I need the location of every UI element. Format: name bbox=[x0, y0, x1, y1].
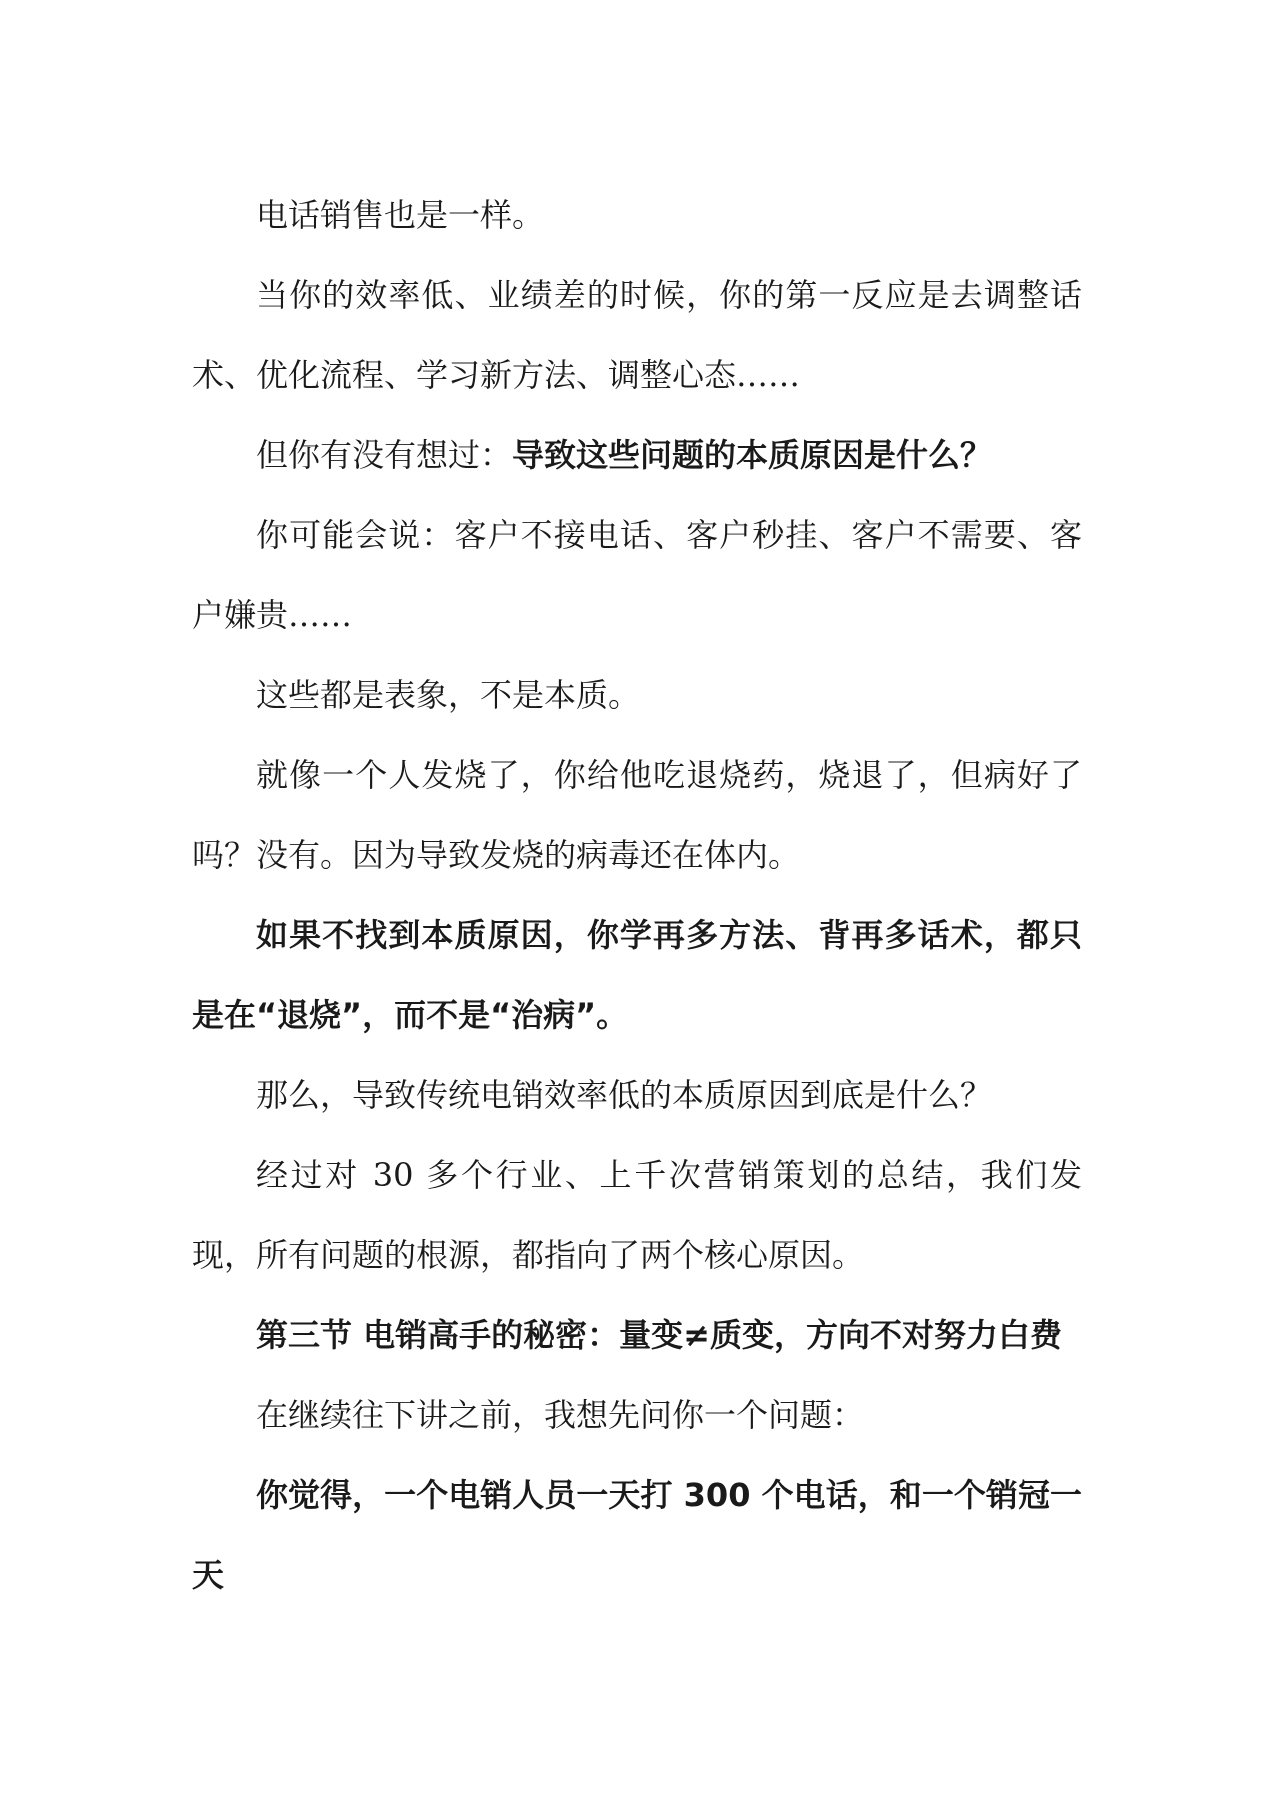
paragraph-7 bbox=[192, 895, 1082, 1055]
paragraph-9 bbox=[192, 1135, 1082, 1295]
paragraph-10 bbox=[192, 1375, 1082, 1455]
paragraph-11 bbox=[192, 1455, 1082, 1615]
paragraph-8-text: 那么，导致传统电销效率低的本质原因到底是什么？ bbox=[256, 1076, 993, 1114]
paragraph-7-bold-text: 如果不找到本质原因，你学再多方法、背再多话术，都只是在“退烧”，而不是“治病”。 bbox=[192, 916, 1082, 1034]
paragraph-1 bbox=[192, 175, 1082, 255]
paragraph-6-text: 就像一个人发烧了，你给他吃退烧药，烧退了，但病好了吗？没有。因为导致发烧的病毒还在体内。 bbox=[192, 756, 1082, 874]
paragraph-4-text: 你可能会说：客户不接电话、客户秒挂、客户不需要、客户嫌贵…… bbox=[192, 516, 1082, 634]
paragraph-2-text: 当你的效率低、业绩差的时候，你的第一反应是去调整话术、优化流程、学习新方法、调整心态…… bbox=[192, 276, 1082, 394]
paragraph-2 bbox=[192, 255, 1082, 415]
paragraph-6 bbox=[192, 735, 1082, 895]
paragraph-3 bbox=[192, 415, 1082, 495]
paragraph-3-bold-text: 导致这些问题的本质原因是什么？ bbox=[512, 436, 993, 474]
paragraph-11-bold-text: 你觉得，一个电销人员一天打 300 个电话，和一个销冠一天 bbox=[192, 1476, 1082, 1594]
paragraph-5 bbox=[192, 655, 1082, 735]
paragraph-9-text: 经过对 30 多个行业、上千次营销策划的总结，我们发现，所有问题的根源，都指向了两个核心原因。 bbox=[192, 1156, 1082, 1274]
document-page bbox=[192, 175, 1082, 1615]
paragraph-1-text: 电话销售也是一样。 bbox=[256, 196, 545, 234]
paragraph-10-text: 在继续往下讲之前，我想先问你一个问题： bbox=[256, 1396, 865, 1434]
paragraph-5-text: 这些都是表象，不是本质。 bbox=[256, 676, 641, 714]
section-heading: 第三节 电销高手的秘密：量变≠质变，方向不对努力白费 bbox=[256, 1316, 1062, 1354]
paragraph-8 bbox=[192, 1055, 1082, 1135]
paragraph-4 bbox=[192, 495, 1082, 655]
paragraph-3-text: 但你有没有想过： bbox=[256, 436, 513, 474]
